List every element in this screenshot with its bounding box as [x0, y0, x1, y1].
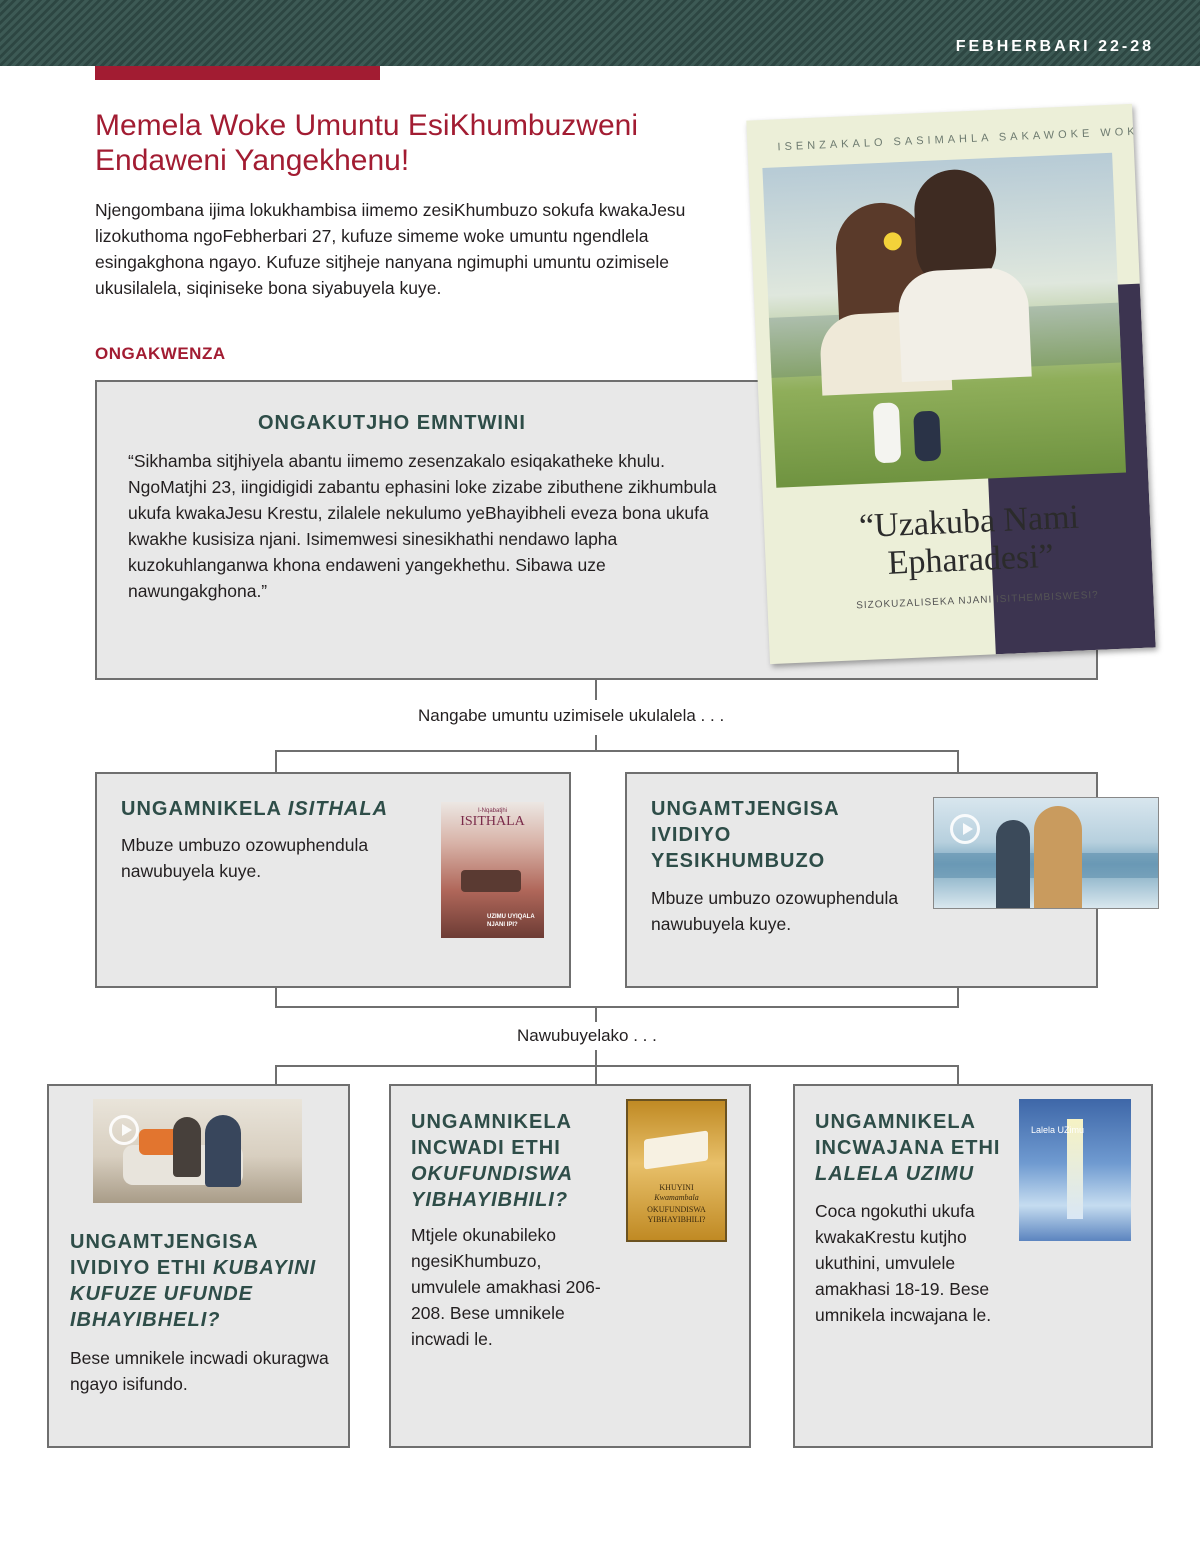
connector-line: [957, 988, 959, 1008]
memorial-video-thumbnail[interactable]: [933, 797, 1159, 909]
brochure-title: Lalela UZimu: [1031, 1125, 1085, 1135]
connector-line: [595, 735, 597, 751]
section-label: ONGAKWENZA: [95, 344, 226, 363]
connector-line: [595, 680, 597, 700]
horse-figure: [873, 402, 902, 463]
man-shirt: [897, 267, 1032, 383]
open-book-shape: [644, 1131, 708, 1170]
brochure-heading-italic: LALELA UZIMU: [815, 1163, 975, 1185]
connector-text-2: Nawubuyelako . . .: [511, 1026, 663, 1046]
book-line-4: YIBHAYIBHILI?: [647, 1215, 706, 1224]
connector-line: [275, 1065, 959, 1067]
magazine-heading-text: UNGAMNIKELA: [121, 798, 288, 820]
connector-line: [275, 750, 959, 752]
bible-video-thumbnail[interactable]: [93, 1099, 302, 1203]
connector-line: [275, 988, 277, 1008]
brochure-cover-image: [1019, 1099, 1131, 1241]
book-cover-image: [626, 1099, 727, 1242]
man-figure: [996, 820, 1030, 909]
bible-video-heading-text: UNGAMTJENGISA IVIDIYO ETHI: [70, 1231, 258, 1279]
brochure-text: Coca ngokuthi ukufa kwakaKrestu kutjho ukuthini, umvulele amakhasi 18-19. Bese umnikela incwajana le.: [815, 1201, 992, 1325]
header-band: [0, 0, 1200, 66]
book-heading-italic: OKUFUNDISWA YIBHAYIBHILI?: [411, 1163, 573, 1211]
page-title: Memela Woke Umuntu EsiKhumbuzweni Endaweni Yangekhenu!: [95, 109, 639, 177]
memorial-video-heading: UNGAMTJENGISA IVIDIYO YESIKHUMBUZO: [651, 798, 839, 872]
book-text: Mtjele okunabileko ngesiKhumbuzo, umvulele amakhasi 206-208. Bese umnikele incwadi le.: [411, 1225, 601, 1349]
magazine-small: I-Nqabatjhi: [477, 808, 507, 814]
connector-line: [275, 1065, 277, 1084]
book-line-1: KHUYINI: [659, 1183, 694, 1192]
book-line-3: OKUFUNDISWA: [647, 1205, 706, 1214]
invitation-photo: [762, 153, 1126, 488]
magazine-title: ISITHALA: [460, 814, 525, 829]
magazine-cover-line-2: NJANI IPI?: [487, 922, 518, 928]
connector-line: [957, 1065, 959, 1084]
magazine-tank: [461, 870, 521, 892]
bible-video-text: Bese umnikele incwadi okuragwa ngayo isifundo.: [70, 1348, 329, 1394]
connector-text-1: Nangabe umuntu uzimisele ukulalela . . .: [412, 706, 730, 726]
invitation-title: “Uzakuba Nami Epharadesi”: [858, 498, 1080, 582]
script-quote: “Sikhamba sitjhiyela abantu iimemo zesenzakalo esiqakatheke khulu. NgoMatjhi 23, iingidigidi zabantu ephasini loke zizabe zibuthene zikhumbula ukufa kwakaJesu Krestu, zilalele nekulumo yeBhayibheli eveza bona ukufa kwakhe kusisiza njani. Isimemwesi sinesikhathi nendawo lapha kuzokuhlanganwa khona endaweni yangekhethu. Sibawa uze nawungakghona.”: [128, 451, 717, 601]
magazine-heading: [121, 796, 421, 822]
connector-line: [275, 1006, 959, 1008]
man-figure: [205, 1115, 241, 1187]
magazine-cover-image: [441, 802, 544, 938]
woman-figure: [173, 1117, 201, 1177]
script-heading: ONGAKUTJHO EMNTWINI: [258, 412, 526, 434]
child-figure: [913, 411, 941, 462]
brochure-heading-text: UNGAMNIKELA INCWAJANA ETHI: [815, 1111, 1001, 1159]
play-icon[interactable]: [109, 1115, 139, 1145]
magazine-heading-italic: ISITHALA: [287, 798, 389, 820]
book-line-2: Kwamambala: [654, 1193, 699, 1202]
date-range: FEBHERBARI 22-28: [955, 38, 1154, 55]
woman-figure: [1034, 806, 1082, 909]
brochure-heading: [815, 1109, 1015, 1187]
connector-line: [595, 1006, 597, 1022]
connector-line: [275, 750, 277, 772]
play-icon[interactable]: [950, 814, 980, 844]
invitation-cover: [746, 104, 1155, 664]
memorial-video-text: Mbuze umbuzo ozowuphendula nawubuyela kuye.: [651, 888, 899, 934]
connector-line: [595, 1050, 597, 1066]
magazine-text: Mbuze umbuzo ozowuphendula nawubuyela kuye.: [121, 835, 369, 881]
connector-line: [595, 1065, 597, 1084]
intro-paragraph: Njengombana ijima lokukhambisa iimemo zesiKhumbuzo sokufa kwakaJesu lizokuthoma ngoFebherbari 27, kufuze simeme woke umuntu ngendlela esingakghona ngayo. Kufuze sitjheje nanyana ngimuphi umuntu ozimisele ukusilalela, siqiniseke bona siyabuyela kuye.: [95, 200, 686, 298]
magazine-cover-line-1: UZIMU UYIQALA: [487, 914, 535, 920]
book-heading: [411, 1109, 601, 1213]
bible-video-heading-italic: KUBAYINI KUFUZE UFUNDE IBHAYIBHELI?: [70, 1257, 317, 1331]
invitation-series: ISENZAKALO SASIMAHLA SAKAWOKE WOKE: [777, 125, 1151, 154]
accent-bar: [95, 66, 380, 80]
connector-line: [957, 750, 959, 772]
book-heading-text: UNGAMNIKELA INCWADI ETHI: [411, 1111, 572, 1159]
invitation-subtitle: SIZOKUZALISEKA NJANI ISITHEMBISWESI?: [855, 589, 1099, 612]
bible-video-heading: [70, 1229, 335, 1333]
